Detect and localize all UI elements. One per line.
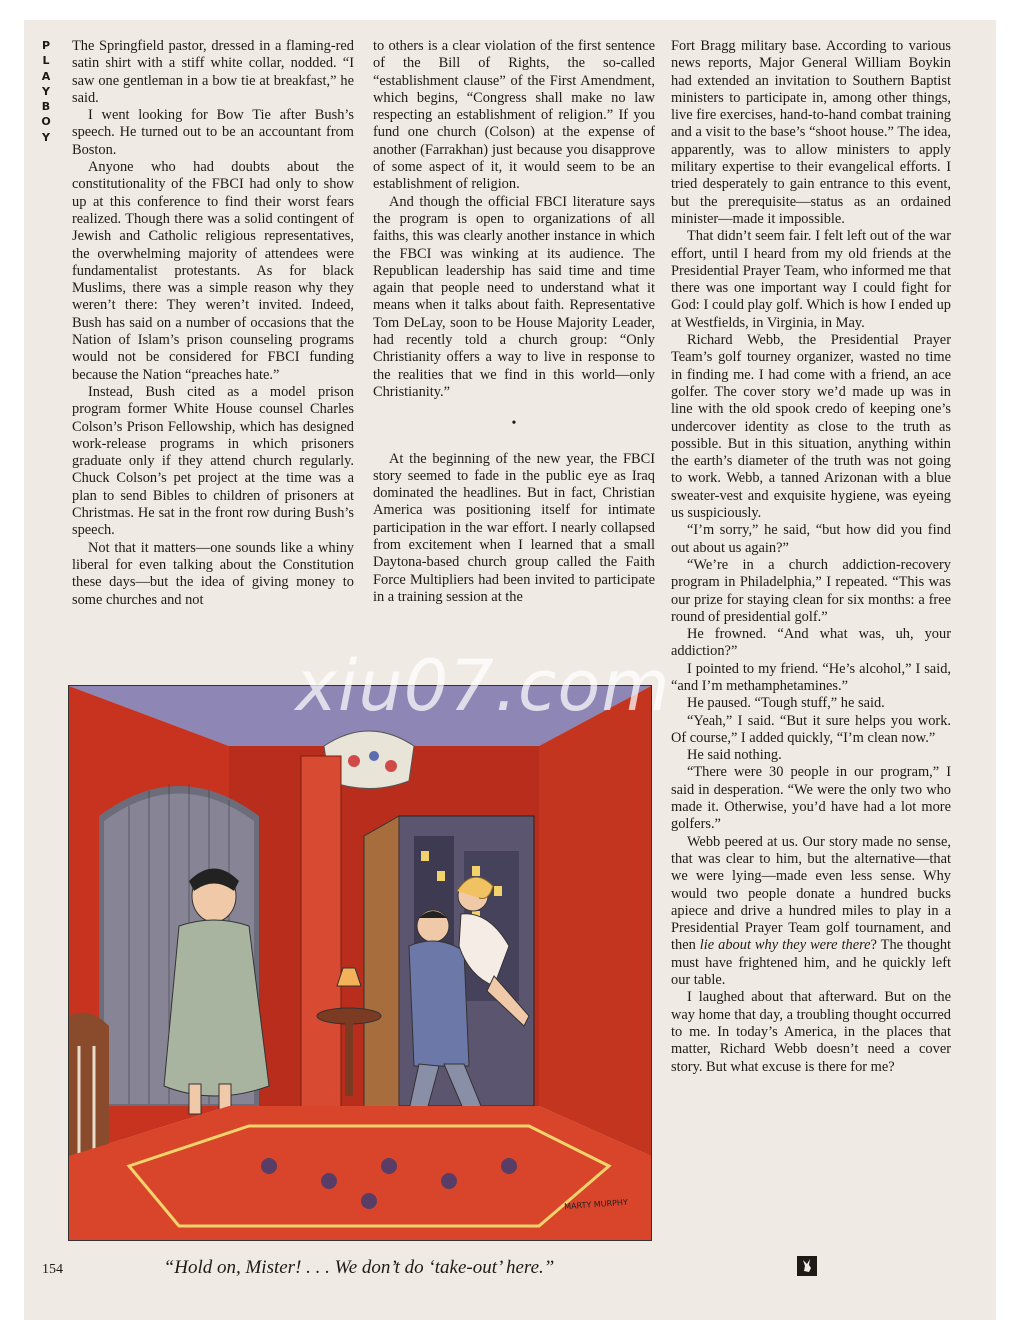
watermark: xiu07.com <box>295 645 671 727</box>
cartoon-drawing <box>69 686 651 1240</box>
paragraph: That didn’t seem fair. I felt left out of the war effort, until I heard from my old friends at the Presidential Prayer Team, who informed me that there was one important way I could fight for God: I could play golf. Which is how I ended up at Westfields, in Virginia, in May. <box>671 228 951 331</box>
paragraph: “I’m sorry,” he said, “but how did you find out about us again?” <box>671 522 951 556</box>
paragraph-text: ? The thought must have frightened him, and he quickly left our table. <box>671 937 951 989</box>
paragraph: Anyone who had doubts about the constitutionality of the FBCI had only to show up at this conference to find their worst fears realized. Though there was a solid contingent of Jewish and Catholic religious representatives, the overwhelming majority of attendees were fundamentalist protestants. As for black Muslims, there was a simple reason why they weren’t there: They weren’t invited. Indeed, Bush has said on a number of occasions that the Nation of Islam’s prison counseling programs would not be considered for FBCI funding because the Nation “preaches hate.” <box>72 159 354 383</box>
text-column-1 <box>72 38 354 660</box>
paragraph: The Springfield pastor, dressed in a flaming-red satin shirt with a stiff white collar, nodded. “I saw one gentleman in a bow tie at breakfast,” he said. <box>72 38 354 106</box>
italic-phrase: lie about why they were there <box>699 937 871 954</box>
cartoon-caption: “Hold on, Mister! . . . We don’t do ‘take-out’ here.” <box>163 1257 555 1278</box>
section-break-bullet: • <box>511 416 517 432</box>
paragraph: I went looking for Bow Tie after Bush’s speech. He turned out to be an accountant from Boston. <box>72 107 354 158</box>
paragraph: “Yeah,” I said. “But it sure helps you work. Of course,” I added quickly, “I’m clean now.” <box>671 712 951 746</box>
paragraph: I pointed to my friend. “He’s alcohol,” I said, “and I’m methamphetamines.” <box>671 660 951 694</box>
text-column-3 <box>671 38 951 1250</box>
cartoon-illustration <box>68 685 652 1241</box>
rabbit-head-logo-icon <box>797 1256 817 1276</box>
paragraph: Instead, Bush cited as a model prison program former White House counsel Charles Colson’s Prison Fellowship, which has designed work-release programs in which prisoners graduate only if they attend church regularly. Chuck Colson’s pet project at the time was a plan to send Bibles to children of prisoners at Christmas. He sat in the front row during Bush’s speech. <box>72 383 354 539</box>
paragraph: “There were 30 people in our program,” I said in desperation. “We were the only two who made it. Otherwise, you’d have had a lot more golfers.” <box>671 764 951 833</box>
paragraph: He frowned. “And what was, uh, your addiction?” <box>671 626 951 660</box>
paragraph: Richard Webb, the Presidential Prayer Team’s golf tourney organizer, wasted no time in finding me. I had come with a friend, an ace golfer. The cover story we’d made up was in line with the old spook credo of keeping one’s undercover identity as close to the truth as possible. But in this situation, anything within the earth’s diameter of the truth was not going to work. Webb, a tanned Arizonan with a blue sweater-vest and exquisite hygiene, was eyeing us suspiciously. <box>671 332 951 522</box>
paragraph: At the beginning of the new year, the FBCI story seemed to fade in the public eye as Iraq dominated the headlines. But in fact, Christian America was positioning itself for intimate participation in the war effort. I nearly collapsed from excitement when I learned that a small Daytona-based church group called the Faith Force Multipliers had been invited to participate in a training session at the <box>373 450 655 605</box>
running-head: P L A Y B O Y <box>41 39 51 144</box>
paragraph: He paused. “Tough stuff,” he said. <box>687 695 885 712</box>
paragraph: I laughed about that afterward. But on the way home that day, a troubling thought occurred to me. In today’s America, in the places that matter, Richard Webb doesn’t need a cover story. But what excuse is there for me? <box>671 989 951 1075</box>
cartoonist-signature: MARTY MURPHY <box>563 1197 629 1212</box>
paragraph: “We’re in a church addiction-recovery program in Philadelphia,” I repeated. “This was our prize for staying clean for six months: a free round of presidential golf.” <box>671 556 951 625</box>
paragraph <box>671 834 951 990</box>
paragraph: He said nothing. <box>687 747 782 764</box>
paragraph: Fort Bragg military base. According to various news reports, Major General William Boykin had extended an invitation to Southern Baptist ministers to participate in, among other things, live fire exercises, hand-to-hand combat training and a visit to the base’s “shoot house.” The idea, apparently, was to allow ministers to apply military expertise to their evangelical efforts. I tried desperately to gain entrance to this event, but the prerequisite—status as an ordained minister—made it impossible. <box>671 38 951 227</box>
paragraph: Not that it matters—one sounds like a whiny liberal for even talking about the Constitution these days—but the idea of giving money to some churches and not <box>72 539 354 608</box>
paragraph: to others is a clear violation of the first sentence of the Bill of Rights, the so-called “establishment clause” of the First Amendment, which begins, “Congress shall make no law respecting an establishment of religion.” If you fund one church (Colson) at the expense of another (Farrakhan) just because you disapprove of some aspect of it, it would seem to be an establishment of religion. <box>373 38 655 193</box>
page-number: 154 <box>42 1262 63 1277</box>
paragraph: And though the official FBCI literature says the program is open to organizations of all faiths, this was clearly another instance in which the FBCI was winking at its audience. The Republican leadership has said time and time again that people need to understand what it means when it talks about faith. Representative Tom DeLay, soon to be House Majority Leader, had recently told a church group: “Only Christianity offers a way to live in response to the realities that we find in this world—only Christianity.” <box>373 193 655 400</box>
text-column-2 <box>373 38 655 660</box>
paragraph-text: Webb peered at us. Our story made no sense, that was clear to him, but the alternative—that we were lying—made even less sense. Why would two people donate a hundred bucks apiece and drive a hundred miles to play in a Presidential Prayer Team golf tournament, and then <box>671 833 951 954</box>
